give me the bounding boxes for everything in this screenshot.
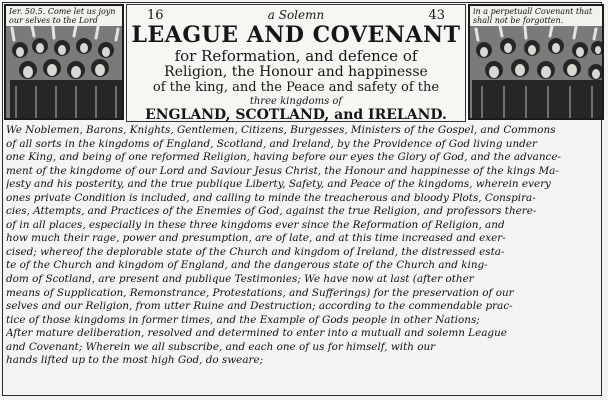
text-line: selves and our Religion, from utter Ruine and Destruction; according to the commendable prac- [6, 300, 513, 313]
text-line: jesty and his posterity, and the true publique Liberty, Safety, and Peace of the kingdoms, wherein every [6, 178, 551, 191]
text-line: ment of the kingdome of our Lord and Saviour Jesus Christ, the Honour and happinesse of the kings Ma- [6, 164, 559, 177]
subtitle-line-1: for Reformation, and defence of [174, 47, 418, 65]
subtitle-line-2: Religion, the Honour and happinesse [164, 64, 428, 80]
text-line: We Noblemen, Barons, Knights, Gentlemen, Citizens, Burgesses, Ministers of the Gospel, and Commons [6, 124, 556, 136]
text-line: te of the Church and kingdom of England, and the dangerous state of the Church and king- [6, 259, 488, 272]
text-line: cised; whereof the deplorable state of the Church and kingdom of Ireland, the distressed esta- [6, 245, 505, 258]
text-line: tice of those kingdoms in former times, and the Example of Gods people in other Nations; [6, 313, 480, 326]
text-line: of all sorts in the kingdoms of England, Scotland, and Ireland, by the Providence of God living under [6, 137, 537, 150]
year-right: 43 [428, 8, 445, 23]
text-line: how much their rage, power and presumption, are of late, and at this time increased and exer- [6, 232, 506, 245]
text-line: hands lifted up to the most high God, do sweare; [6, 354, 264, 367]
right-caption: in a perpetuall Covenant that shall not be forgotten. [470, 6, 602, 26]
right-engraving [468, 4, 604, 120]
text-line: means of Supplication, Remonstrance, Protestations, and Sufferings) for the preservation of our [6, 286, 514, 299]
kingdoms-line: ENGLAND, SCOTLAND, and IRELAND. [145, 107, 447, 123]
year-left: 16 [147, 8, 164, 23]
left-caption: Ier. 50.5. Come let us joyn our selves to the Lord [6, 6, 122, 26]
text-line: ones private Condition is included, and calling to minde the treacherous and bloody Plots, Conspira- [6, 191, 536, 204]
covenant-text [6, 124, 602, 368]
text-line: dom of Scotland, are present and publique Testimonies; We have now at last (after other [6, 273, 474, 286]
text-line: one King, and being of one reformed Religion, having before our eyes the Glory of God, and the advance- [6, 151, 562, 164]
solemn-label: a Solemn [267, 8, 325, 22]
text-line: After mature deliberation, resolved and determined to enter into a mutuall and solemn League [6, 327, 507, 340]
title-top-line [127, 8, 465, 22]
left-engraving [4, 4, 124, 120]
text-line: of in all places, especially in these three kingdoms ever since the Reformation of Religion, and [6, 218, 505, 231]
subtitle-line-3: of the king, and the Peace and safety of the [152, 80, 440, 95]
main-title: LEAGUE AND COVENANT [131, 22, 461, 48]
title-block [126, 4, 466, 122]
text-line: and Covenant; Wherein we all subscribe, and each one of us for himself, with our [6, 340, 436, 353]
subtitle-line-4: three kingdoms of [249, 96, 343, 107]
text-line: cies, Attempts, and Practices of the Enemies of God, against the true Religion, and professors there- [6, 205, 537, 218]
